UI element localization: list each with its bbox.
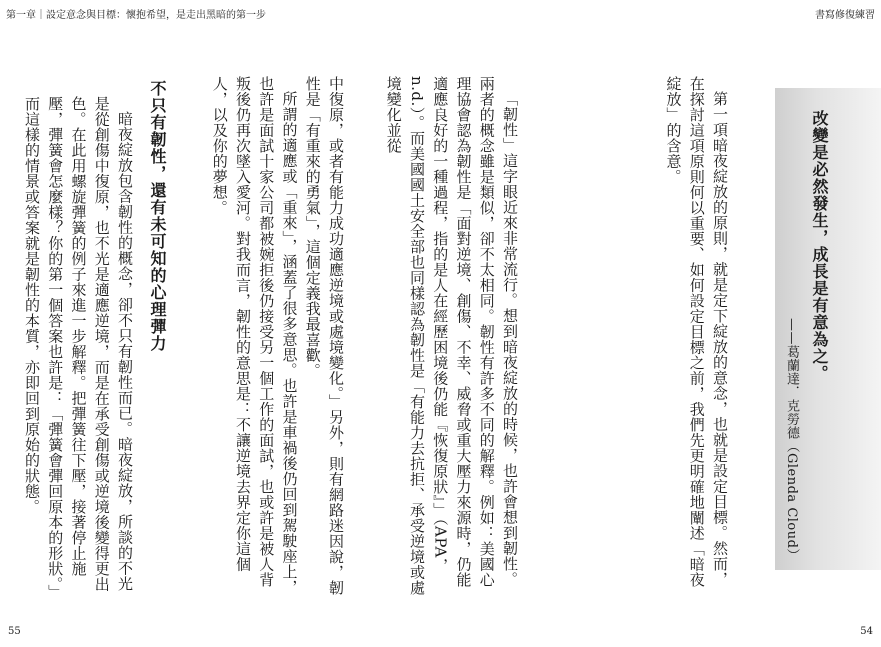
right-page-body bbox=[531, 76, 731, 596]
page-number-right: 54 bbox=[860, 626, 873, 637]
page-number-left: 55 bbox=[8, 626, 21, 637]
right-page-body-2 bbox=[346, 76, 521, 596]
running-header-right: 書寫修復練習 bbox=[815, 10, 875, 21]
right-paragraph-1: 第一項暗夜綻放的原則，就是定下綻放的意念，也就是設定目標。然而，在探討這項原則何以重要、如何設定目標之前，我們先更明確地闡述「暗夜綻放」的含意。 bbox=[664, 76, 729, 588]
epigraph-author: ——葛蘭達．克勞德（Glenda Cloud） bbox=[784, 318, 799, 562]
left-page-body-2 bbox=[16, 96, 136, 596]
left-paragraph-1: 中復原，或者有能力成功適應逆境或處境變化。」另外，則有網路迷因說，韌性是「有重來的勇氣」，這個定義我最喜歡。 bbox=[303, 76, 345, 596]
left-paragraph-3: 暗夜綻放包含韌性的概念，卻不只有韌性而已。暗夜綻放，所談的不光是從創傷中復原，也不光是適應逆境，而是在承受創傷或逆境後變得更出色。在此用螺旋彈簧的例子來進一步解釋。把彈簧往下壓，接著停止施壓，彈簧會怎麼樣？你的第一個答案也許是：「彈簧會彈回原本的形狀。」而這樣的情景或答案就是韌性的本質，亦即回到原始的狀態。 bbox=[23, 96, 134, 593]
section-heading: 不只有韌性，還有未可知的心理彈力 bbox=[148, 80, 167, 352]
right-paragraph-2: 「韌性」這字眼近來非常流行。想到暗夜綻放的時候，也許會想到韌性。兩者的概念雖是類似，卻不太相同。韌性有許多不同的解釋。例如：美國心理協會認為韌性是「面對逆境、創傷、不幸、威脅或重大壓力來源時，仍能適應良好的一種過程，指的是人在經歷困境後仍能『恢復原狀』」（APA，n.d.）。而美國國土安全部也同樣認為韌性是「有能力去抗拒、承受逆境或處境變化並從 bbox=[384, 76, 519, 596]
epigraph-quote: 改變是必然發生，成長是有意為之。 bbox=[810, 110, 829, 382]
running-header-left: 第一章｜設定意念與目標：懷抱希望，是走出黑暗的第一步 bbox=[6, 10, 266, 21]
left-paragraph-2: 所謂的適應或「重來」，涵蓋了很多意思。也許是車禍後仍回到駕駛座上，也許是面試十家公司都被婉拒後仍接受另一個工作的面試，也或許是被人背叛後仍再次墜入愛河。對我而言，韌性的意思是：不讓逆境去界定你這個人，以及你的夢想。 bbox=[210, 76, 299, 595]
